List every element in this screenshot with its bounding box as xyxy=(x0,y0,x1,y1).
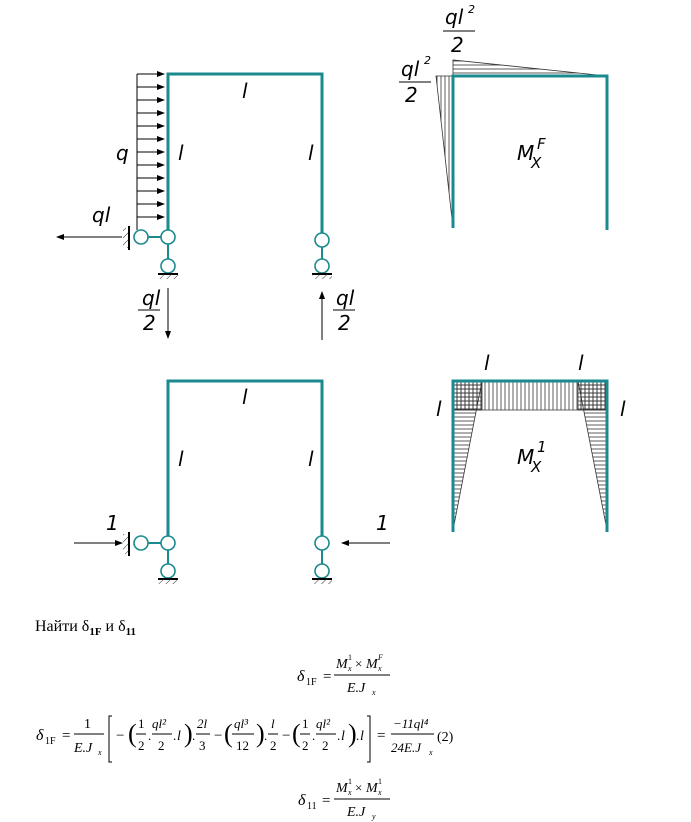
svg-text:X: X xyxy=(531,458,542,476)
svg-text:ql: ql xyxy=(142,286,161,310)
svg-text:2: 2 xyxy=(451,33,464,57)
svg-text:ql: ql xyxy=(401,57,420,81)
label-ql2-2-left xyxy=(399,54,431,107)
right-support-roller-2 xyxy=(312,536,332,584)
svg-text:2: 2 xyxy=(138,738,145,753)
frame-unit xyxy=(74,381,390,584)
label-q: q xyxy=(116,141,129,165)
left-support-fixed-2 xyxy=(123,532,178,584)
svg-text:1: 1 xyxy=(537,438,547,456)
svg-text:1: 1 xyxy=(348,777,352,786)
svg-text:l: l xyxy=(341,729,345,744)
svg-text:M: M xyxy=(366,781,378,796)
svg-text:11: 11 xyxy=(307,801,317,812)
formula-delta-1f xyxy=(297,653,390,697)
svg-text:x: x xyxy=(348,664,352,673)
svg-text:M: M xyxy=(517,141,535,165)
svg-text:E.J: E.J xyxy=(74,741,93,756)
svg-text:=: = xyxy=(322,793,331,809)
svg-text:.: . xyxy=(356,728,360,743)
svg-text:X: X xyxy=(531,154,542,172)
svg-text:×: × xyxy=(355,656,363,671)
label-one-right: 1 xyxy=(376,511,389,535)
svg-text:(: ( xyxy=(224,719,233,748)
formula-delta-11 xyxy=(298,777,390,821)
svg-text:ql²: ql² xyxy=(316,716,331,731)
left-support-fixed xyxy=(123,226,178,279)
svg-text:−: − xyxy=(116,728,125,744)
svg-text:δ: δ xyxy=(36,727,44,744)
svg-text:×: × xyxy=(355,780,363,795)
svg-text:.: . xyxy=(173,728,177,743)
svg-text:(: ( xyxy=(128,719,137,748)
label-ql2-left xyxy=(138,286,161,335)
svg-text:2: 2 xyxy=(270,738,277,753)
svg-text:M: M xyxy=(336,781,348,796)
svg-text:x: x xyxy=(378,664,382,673)
svg-text:=: = xyxy=(323,669,332,685)
svg-text:−: − xyxy=(214,728,223,744)
svg-text:E.J: E.J xyxy=(347,681,366,696)
svg-text:y: y xyxy=(372,812,376,821)
right-support-roller xyxy=(312,233,332,279)
svg-text:1F: 1F xyxy=(45,736,56,747)
svg-text:1F: 1F xyxy=(306,677,317,688)
svg-text:ql³: ql³ xyxy=(234,716,249,731)
label-l-m1-right: l xyxy=(620,397,626,421)
svg-text:ql: ql xyxy=(445,5,464,29)
svg-text:(2): (2) xyxy=(437,730,454,745)
label-mx1 xyxy=(517,438,547,476)
svg-text:2: 2 xyxy=(302,738,309,753)
svg-text:δ: δ xyxy=(297,668,305,685)
label-l-left-2: l xyxy=(178,447,184,471)
svg-text:x: x xyxy=(429,748,433,757)
svg-text:1: 1 xyxy=(378,777,382,786)
svg-text:.: . xyxy=(337,728,341,743)
svg-text:δ: δ xyxy=(298,792,306,809)
svg-text:(: ( xyxy=(292,719,301,748)
label-l-left: l xyxy=(178,141,184,165)
svg-text:=: = xyxy=(377,728,386,744)
svg-text:x: x xyxy=(348,788,352,797)
svg-text:−11ql⁴: −11ql⁴ xyxy=(393,716,429,731)
task-text: Найти $\delta_{1F}$ и $\delta_{11}$ xyxy=(35,618,137,639)
label-one-left: 1 xyxy=(106,511,119,535)
svg-text:1: 1 xyxy=(302,716,309,731)
formula-delta-1f-expanded xyxy=(36,716,454,762)
svg-text:24E.J: 24E.J xyxy=(391,740,421,755)
moment-diagram-m1 xyxy=(436,351,626,532)
svg-text:l: l xyxy=(360,729,364,744)
label-l-right: l xyxy=(308,141,314,165)
svg-text:ql: ql xyxy=(336,286,355,310)
svg-text:12: 12 xyxy=(236,738,249,753)
label-ql2-right xyxy=(333,286,355,335)
svg-text:2: 2 xyxy=(158,738,165,753)
svg-text:.: . xyxy=(148,728,152,743)
svg-text:2: 2 xyxy=(468,3,475,16)
svg-text:2: 2 xyxy=(143,311,156,335)
svg-text:x: x xyxy=(378,788,382,797)
moment-diagram-mf xyxy=(399,3,607,230)
svg-text:3: 3 xyxy=(199,738,206,753)
svg-text:F: F xyxy=(537,135,546,153)
svg-text:): ) xyxy=(348,719,357,748)
label-l-top-2: l xyxy=(242,385,248,409)
svg-text:2: 2 xyxy=(424,54,431,67)
svg-text:x: x xyxy=(98,748,102,757)
label-mxf xyxy=(517,135,546,172)
svg-text:2: 2 xyxy=(322,738,329,753)
svg-text:F: F xyxy=(378,653,383,662)
svg-text:l: l xyxy=(177,729,181,744)
svg-text:l: l xyxy=(271,716,275,731)
label-l-m1-top-right: l xyxy=(578,351,584,375)
svg-text:ql²: ql² xyxy=(152,716,167,731)
svg-text:M: M xyxy=(336,657,348,672)
svg-text:M: M xyxy=(517,445,535,469)
label-ql-reaction: ql xyxy=(92,203,111,227)
svg-text:−: − xyxy=(282,728,291,744)
frame-loaded xyxy=(57,74,355,340)
label-l-m1-left: l xyxy=(436,397,442,421)
svg-text:1: 1 xyxy=(138,716,145,731)
distributed-load-arrows xyxy=(137,74,164,230)
svg-text:.: . xyxy=(264,728,268,743)
svg-text:M: M xyxy=(366,657,378,672)
label-ql2-2-top xyxy=(443,3,475,57)
svg-text:=: = xyxy=(62,728,71,744)
svg-text:2l: 2l xyxy=(197,716,208,731)
svg-text:2: 2 xyxy=(338,311,351,335)
svg-text:.: . xyxy=(312,728,316,743)
svg-text:): ) xyxy=(256,719,265,748)
label-l-top: l xyxy=(242,79,248,103)
label-l-right-2: l xyxy=(308,447,314,471)
svg-text:1: 1 xyxy=(84,717,91,732)
svg-text:): ) xyxy=(184,719,193,748)
svg-text:.: . xyxy=(192,728,196,743)
svg-text:x: x xyxy=(372,688,376,697)
svg-text:1: 1 xyxy=(348,653,352,662)
svg-text:2: 2 xyxy=(405,83,418,107)
label-l-m1-top-left: l xyxy=(484,351,490,375)
svg-text:E.J: E.J xyxy=(347,805,366,820)
